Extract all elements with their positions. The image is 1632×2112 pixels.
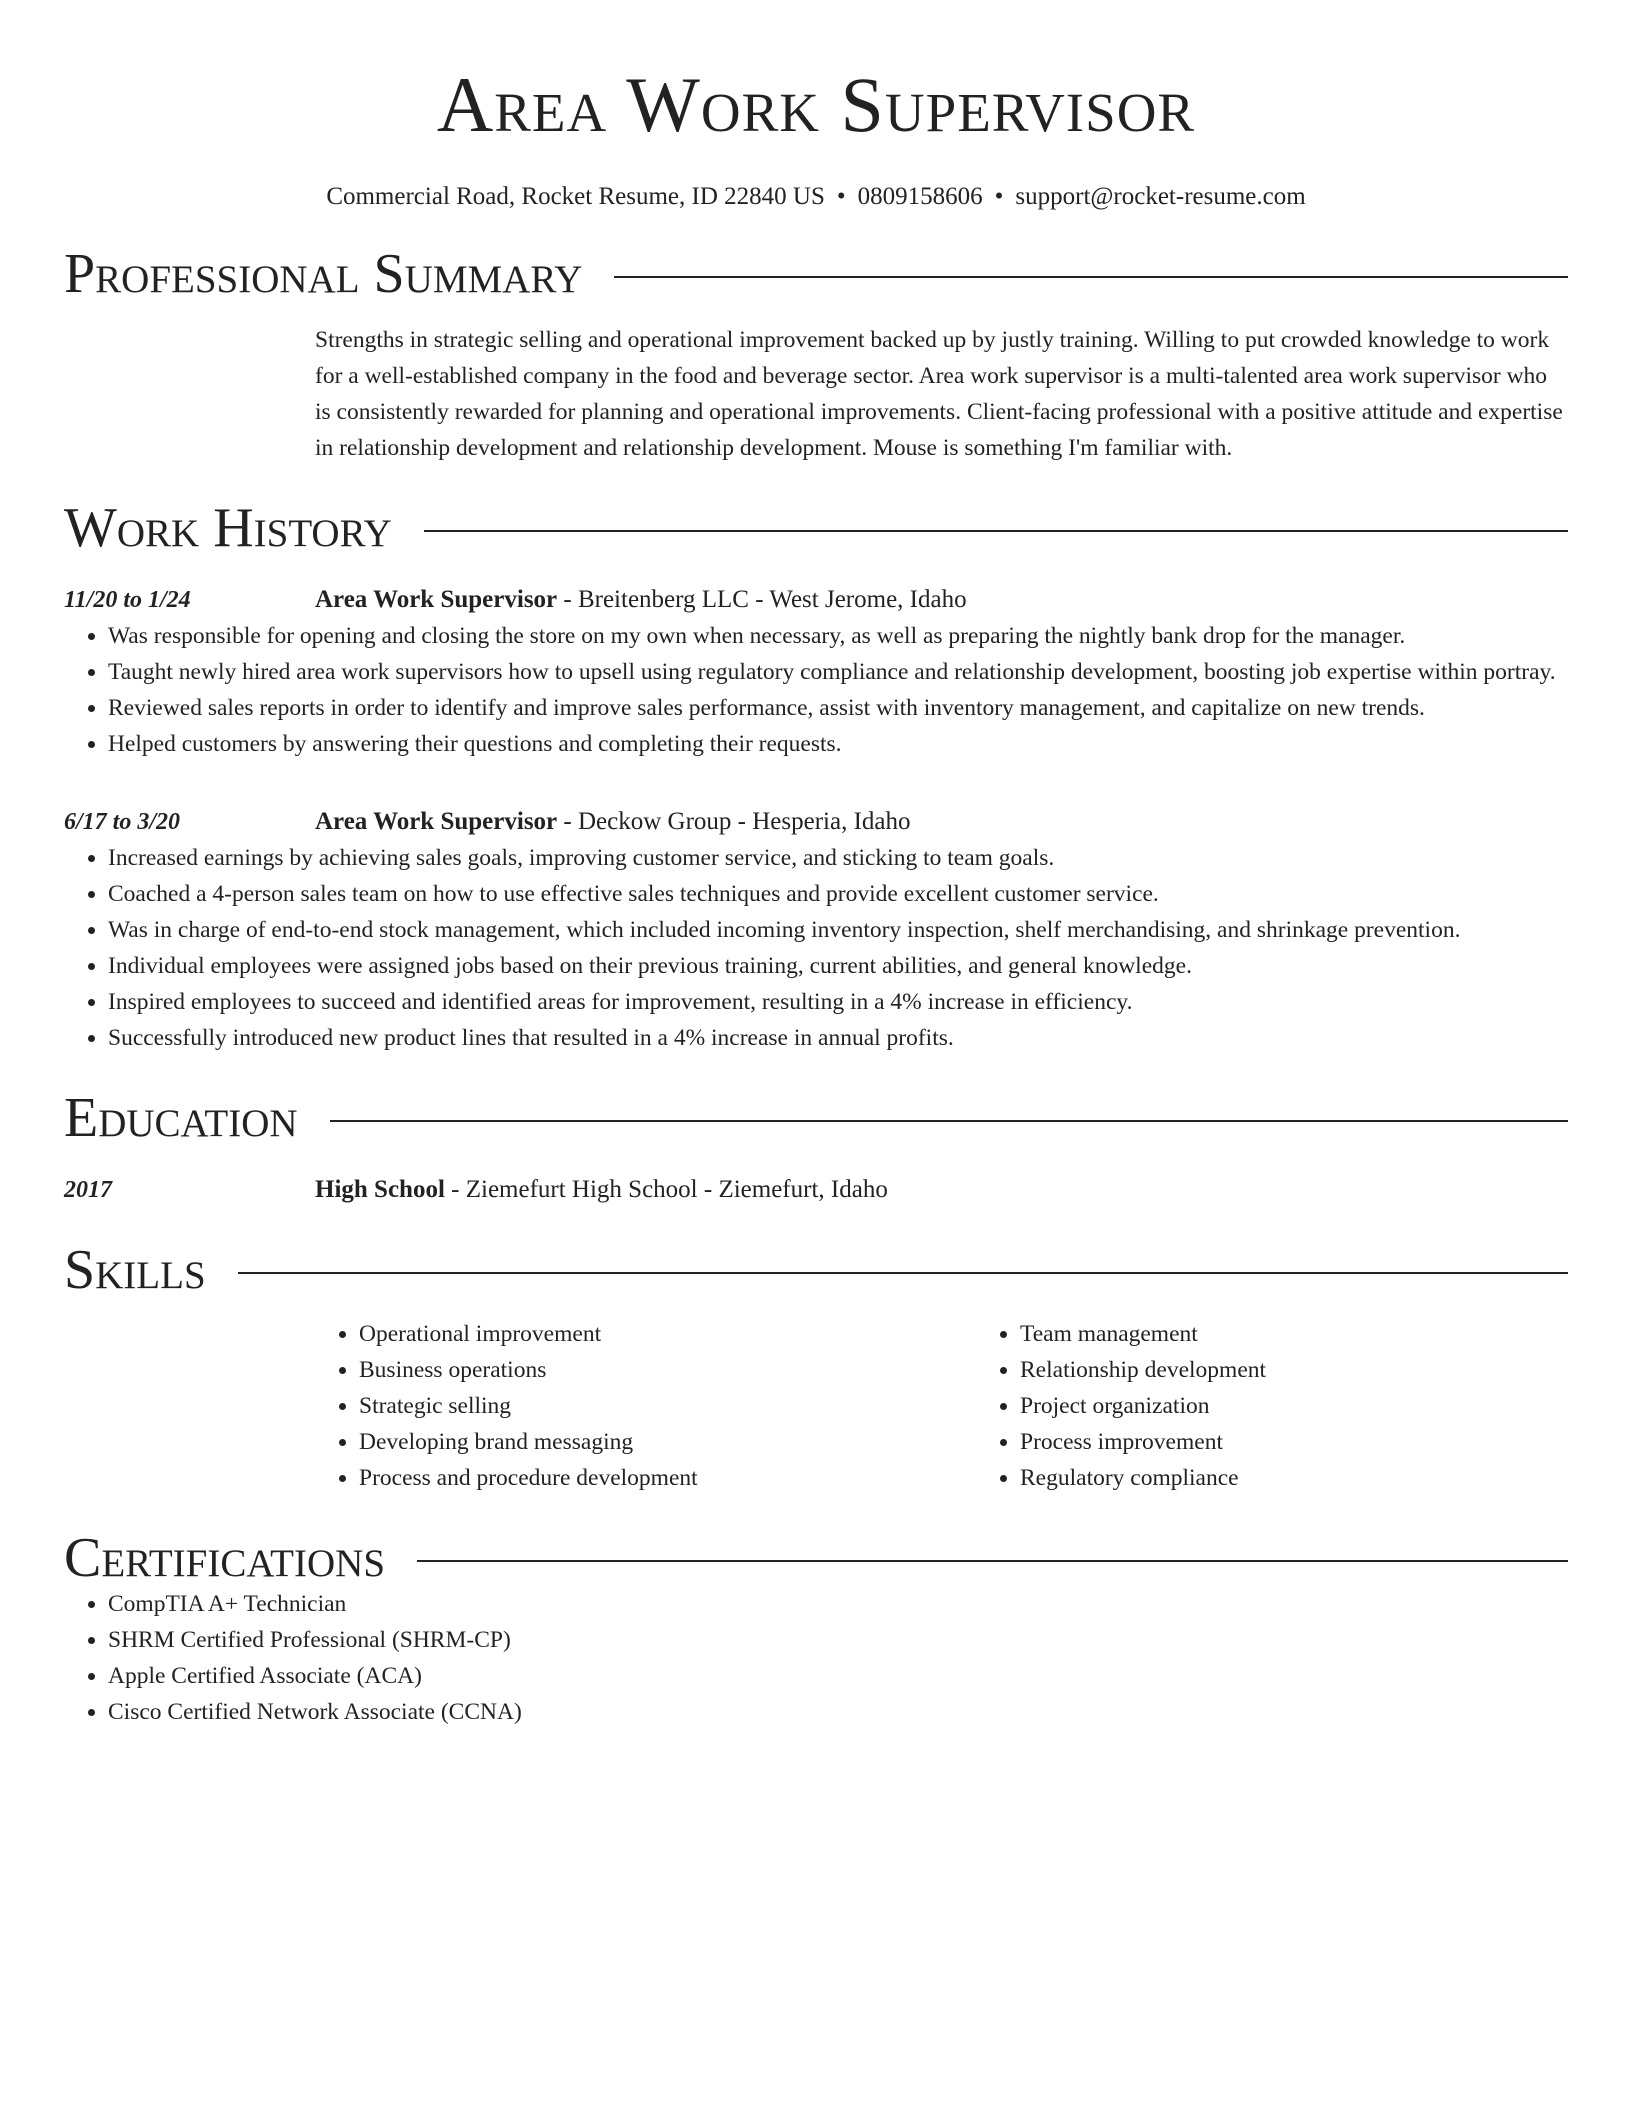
skills-heading: Skills bbox=[64, 1239, 206, 1301]
list-item: • Inspired employees to succeed and identified areas for improvement, resulting in a 4% increase in efficiency. bbox=[108, 984, 1568, 1020]
contact-separator: • bbox=[836, 183, 846, 210]
job-title-line bbox=[315, 582, 1568, 618]
job-title-line bbox=[315, 804, 1568, 840]
contact-separator: • bbox=[994, 183, 1004, 210]
education-entry bbox=[64, 1172, 1568, 1208]
summary-section-header bbox=[64, 243, 1568, 305]
list-item: • Team management bbox=[1020, 1316, 1632, 1352]
job-dates: 11/20 to 1/24 bbox=[64, 587, 191, 613]
list-item: • Business operations bbox=[359, 1352, 976, 1388]
list-item: • Relationship development bbox=[1020, 1352, 1632, 1388]
list-item: • Cisco Certified Network Associate (CCNA) bbox=[108, 1694, 1568, 1730]
job-dates: 6/17 to 3/20 bbox=[64, 809, 181, 835]
list-item: • Operational improvement bbox=[359, 1316, 976, 1352]
job-entry bbox=[64, 582, 1568, 762]
list-item: • Helped customers by answering their questions and completing their requests. bbox=[108, 726, 1568, 762]
skills-section-header bbox=[64, 1239, 1568, 1301]
list-item: • Taught newly hired area work supervisors how to upsell using regulatory compliance and relationship development, boosting job expertise within portray. bbox=[108, 654, 1568, 690]
list-item: • Process and procedure development bbox=[359, 1460, 976, 1496]
job-details: - Deckow Group - Hesperia, Idaho bbox=[557, 808, 911, 835]
education-heading: Education bbox=[64, 1087, 298, 1149]
certifications-list bbox=[64, 1586, 1568, 1730]
summary-heading: Professional Summary bbox=[64, 243, 583, 305]
job-entry bbox=[64, 804, 1568, 1056]
contact-line bbox=[64, 182, 1568, 212]
education-degree: High School bbox=[315, 1176, 445, 1203]
education-section-header bbox=[64, 1087, 1568, 1149]
section-divider bbox=[330, 1120, 1568, 1122]
list-item: • Increased earnings by achieving sales goals, improving customer service, and sticking to team goals. bbox=[108, 840, 1568, 876]
work-heading: Work History bbox=[64, 497, 392, 559]
list-item: • Developing brand messaging bbox=[359, 1424, 976, 1460]
skills-grid bbox=[315, 1316, 1568, 1496]
list-item: • SHRM Certified Professional (SHRM-CP) bbox=[108, 1622, 1568, 1658]
job-bullets bbox=[64, 840, 1568, 1056]
education-year: 2017 bbox=[64, 1177, 112, 1203]
education-line bbox=[315, 1172, 1568, 1208]
section-divider bbox=[424, 530, 1568, 532]
job-header bbox=[64, 804, 1568, 840]
contact-phone: 0809158606 bbox=[857, 183, 983, 210]
list-item: • CompTIA A+ Technician bbox=[108, 1586, 1568, 1622]
list-item: • Apple Certified Associate (ACA) bbox=[108, 1658, 1568, 1694]
candidate-name: Area Work Supervisor bbox=[436, 61, 1196, 148]
skills-list-right bbox=[976, 1316, 1632, 1496]
list-item: • Strategic selling bbox=[359, 1388, 976, 1424]
work-section-header bbox=[64, 497, 1568, 559]
job-bullets bbox=[64, 618, 1568, 762]
job-details: - Breitenberg LLC - West Jerome, Idaho bbox=[557, 586, 967, 613]
summary-text: Strengths in strategic selling and operational improvement backed up by justly training. Willing to put crowded knowledge to work for a well-established company in the food and beverage sector. Area work supervisor is a multi-talented area work supervisor who is consistently rewarded for planning and operational improvements. Client-facing professional with a positive attitude and expertise in relationship development and relationship development. Mouse is something I'm familiar with. bbox=[315, 327, 1563, 461]
list-item: • Was responsible for opening and closing the store on my own when necessary, as well as preparing the nightly bank drop for the manager. bbox=[108, 618, 1568, 654]
section-divider bbox=[614, 276, 1568, 278]
certifications-heading: Certifications bbox=[64, 1527, 386, 1589]
list-item: • Successfully introduced new product lines that resulted in a 4% increase in annual profits. bbox=[108, 1020, 1568, 1056]
list-item: • Coached a 4-person sales team on how to use effective sales techniques and provide excellent customer service. bbox=[108, 876, 1568, 912]
skills-list-left bbox=[315, 1316, 976, 1496]
education-details: - Ziemefurt High School - Ziemefurt, Idaho bbox=[444, 1176, 888, 1203]
list-item: • Regulatory compliance bbox=[1020, 1460, 1632, 1496]
job-header bbox=[64, 582, 1568, 618]
contact-address: Commercial Road, Rocket Resume, ID 22840 US bbox=[326, 183, 825, 210]
section-divider bbox=[417, 1560, 1568, 1562]
list-item: • Individual employees were assigned jobs based on their previous training, current abilities, and general knowledge. bbox=[108, 948, 1568, 984]
contact-email[interactable]: support@rocket-resume.com bbox=[1015, 183, 1306, 210]
job-title: Area Work Supervisor bbox=[315, 586, 558, 613]
list-item: • Process improvement bbox=[1020, 1424, 1632, 1460]
list-item: • Reviewed sales reports in order to identify and improve sales performance, assist with inventory management, and capitalize on new trends. bbox=[108, 690, 1568, 726]
certifications-section-header bbox=[64, 1527, 1568, 1589]
section-divider bbox=[238, 1272, 1568, 1274]
list-item: • Project organization bbox=[1020, 1388, 1632, 1424]
job-title: Area Work Supervisor bbox=[315, 808, 558, 835]
list-item: • Was in charge of end-to-end stock management, which included incoming inventory inspection, shelf merchandising, and shrinkage prevention. bbox=[108, 912, 1568, 948]
